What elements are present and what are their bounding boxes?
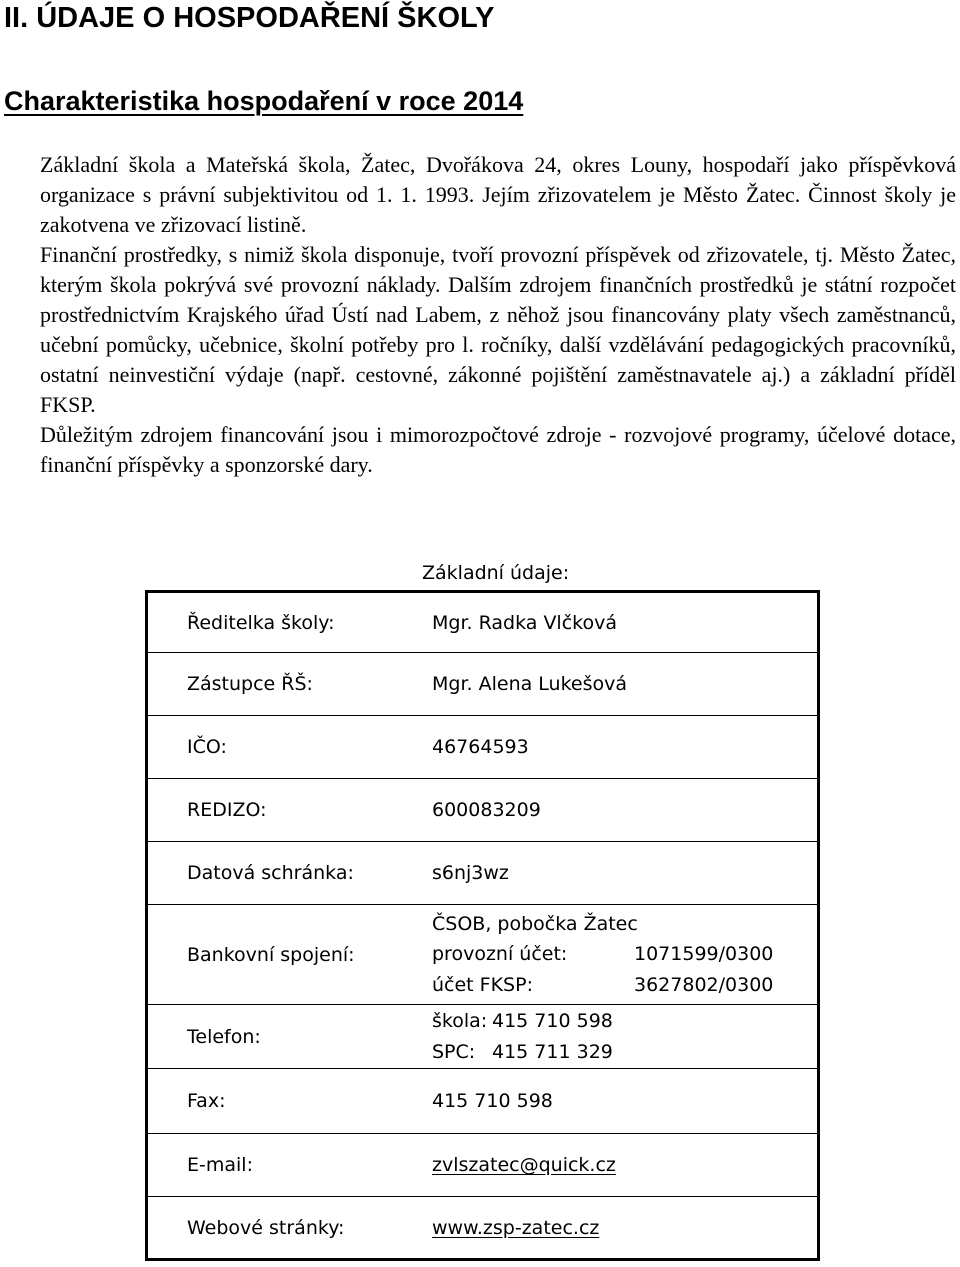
table-row	[147, 1197, 819, 1260]
web-label: Webové stránky:	[147, 1197, 430, 1260]
databox-label: Datová schránka:	[147, 842, 430, 905]
phone-school-label: škola:	[432, 1010, 488, 1032]
operating-account-label: provozní účet:	[432, 943, 568, 966]
phone-label: Telefon:	[147, 1005, 430, 1069]
email-label: E-mail:	[147, 1134, 430, 1197]
phone-school-number: 415 710 598	[492, 1010, 613, 1032]
section-subheading: Charakteristika hospodaření v roce 2014	[4, 86, 524, 116]
bank-name: ČSOB, pobočka Žatec	[432, 912, 638, 935]
deputy-value: Mgr. Alena Lukešová	[429, 653, 819, 716]
phone-spc	[432, 1037, 817, 1068]
ico-label: IČO:	[147, 716, 430, 779]
databox-value: s6nj3wz	[429, 842, 819, 905]
redizo-label: REDIZO:	[147, 779, 430, 842]
fksp-account-number: 3627802/0300	[634, 973, 774, 996]
table-row	[147, 592, 819, 653]
table-row	[147, 1005, 819, 1069]
table-row	[147, 842, 819, 905]
fksp-account-label: účet FKSP:	[432, 973, 533, 996]
deputy-label: Zástupce ŘŠ:	[147, 653, 430, 716]
fax-value: 415 710 598	[429, 1069, 819, 1134]
section-heading: II. ÚDAJE O HOSPODAŘENÍ ŠKOLY	[4, 2, 495, 34]
ico-value: 46764593	[429, 716, 819, 779]
paragraph-intro: Základní škola a Mateřská škola, Žatec, Dvořákova 24, okres Louny, hospodaří jako příspěvková organizace s právní subjektivitou od 1. 1. 1993. Jejím zřizovatelem je Město Žatec. Činnost školy je zakotvena ve zřizovací listině.	[40, 152, 956, 237]
table-row	[147, 1134, 819, 1197]
paragraph-extra-funding: Důležitým zdrojem financování jsou i mimorozpočtové zdroje - rozvojové programy, účelové dotace, finanční příspěvky a sponzorské dary.	[40, 422, 956, 477]
phone-value	[429, 1005, 819, 1069]
fax-label: Fax:	[147, 1069, 430, 1134]
table-row	[147, 1069, 819, 1134]
operating-account	[432, 939, 817, 970]
table-caption: Základní údaje:	[422, 562, 570, 584]
phone-spc-number: 415 711 329	[492, 1040, 613, 1063]
paragraph-funding: Finanční prostředky, s nimiž škola disponuje, tvoří provozní příspěvek od zřizovatele, tj. Město Žatec, kterým škola pokrývá své provozní náklady. Dalším zdrojem finančních prostředků je státní rozpočet prostřednictvím Krajského úřad Ústí nad Labem, z něhož jsou financovány platy všech zaměstnanců, učební pomůcky, učebnice, školní potřeby pro l. ročníky, další vzdělávání pedagogických pracovníků, ostatní neinvestiční výdaje (např. cestovné, zákonné pojištění zaměstnavatele aj.) a základní příděl FKSP.	[40, 242, 956, 417]
director-label: Ředitelka školy:	[147, 592, 430, 653]
table-row	[147, 716, 819, 779]
fksp-account	[432, 970, 817, 1001]
email-link[interactable]: zvlszatec@quick.cz	[432, 1154, 616, 1176]
web-link[interactable]: www.zsp-zatec.cz	[432, 1216, 600, 1239]
table-row	[147, 905, 819, 1005]
bank-value	[429, 905, 819, 1005]
phone-school	[432, 1006, 817, 1037]
redizo-value: 600083209	[429, 779, 819, 842]
body-text	[40, 150, 956, 480]
bank-label: Bankovní spojení:	[147, 905, 430, 1005]
table-row	[147, 779, 819, 842]
phone-spc-label: SPC:	[432, 1040, 476, 1063]
basic-info-table	[145, 590, 820, 1261]
table-row	[147, 653, 819, 716]
operating-account-number: 1071599/0300	[634, 943, 774, 966]
director-value: Mgr. Radka Vlčková	[429, 592, 819, 653]
